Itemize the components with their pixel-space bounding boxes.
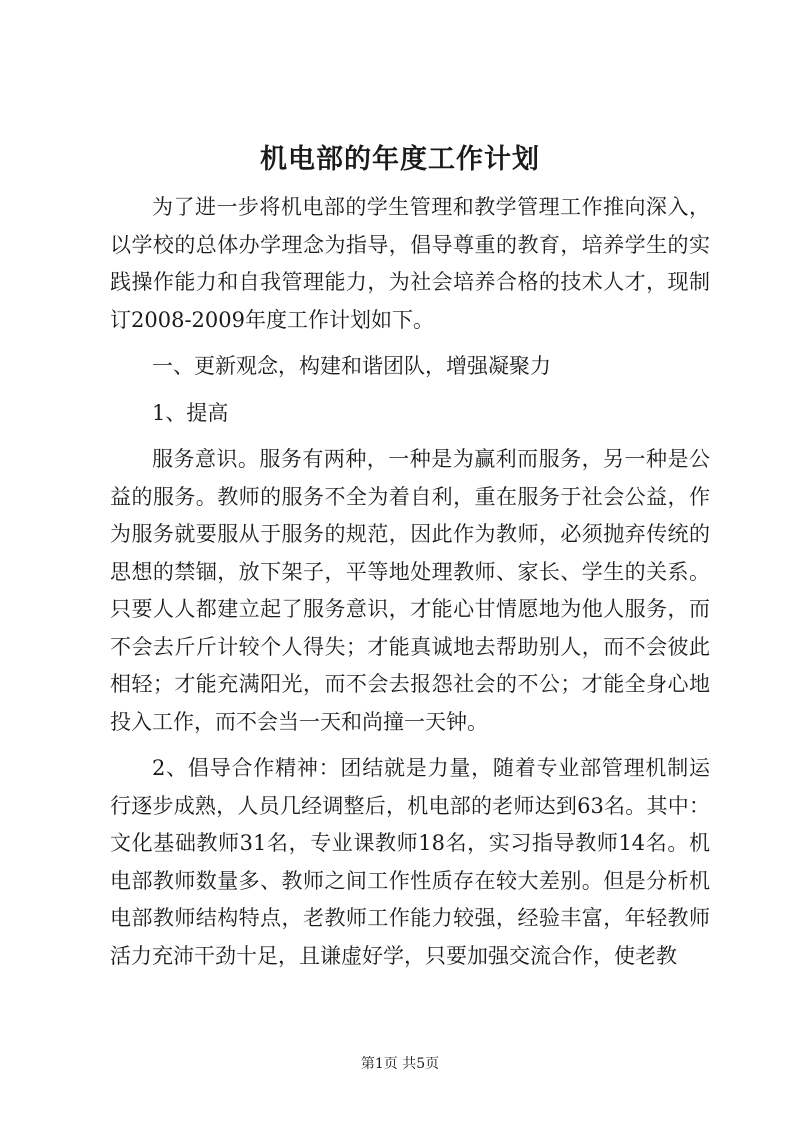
- cooperation-paragraph: 2、倡导合作精神：团结就是力量，随着专业部管理机制运行逐步成熟，人员几经调整后，机电部的老师达到63名。其中：文化基础教师31名，专业课教师18名，实习指导教师14名。机电部教师数量多、教师之间工作性质存在较大差别。但是分析机电部教师结构特点，老教师工作能力较强，经验丰富，年轻教师活力充沛干劲十足，且谦虚好学，只要加强交流合作，使老教: [110, 756, 710, 968]
- page-number-footer: 第1页 共5页: [360, 1056, 440, 1072]
- document-title: 机电部的年度工作计划: [260, 144, 540, 175]
- document-body: [110, 189, 710, 975]
- intro-paragraph: 为了进一步将机电部的学生管理和教学管理工作推向深入，以学校的总体办学理念为指导，倡导尊重的教育，培养学生的实践操作能力和自我管理能力，为社会培养合格的技术人才，现制订2008-2009年度工作计划如下。: [110, 195, 710, 332]
- service-paragraph: 服务意识。服务有两种，一种是为赢利而服务，另一种是公益的服务。教师的服务不全为着自利，重在服务于社会公益，作为服务就要服从于服务的规范，因此作为教师，必须抛弃传统的思想的禁锢，放下架子，平等地处理教师、家长、学生的关系。只要人人都建立起了服务意识，才能心甘情愿地为他人服务，而不会去斤斤计较个人得失；才能真诚地去帮助别人，而不会彼此相轻；才能充满阳光，而不会去报怨社会的不公；才能全身心地投入工作，而不会当一天和尚撞一天钟。: [110, 447, 710, 734]
- section-heading-1: 一、更新观念，构建和谐团队，增强凝聚力: [152, 354, 551, 378]
- subsection-heading-1: 1、提高: [152, 400, 229, 425]
